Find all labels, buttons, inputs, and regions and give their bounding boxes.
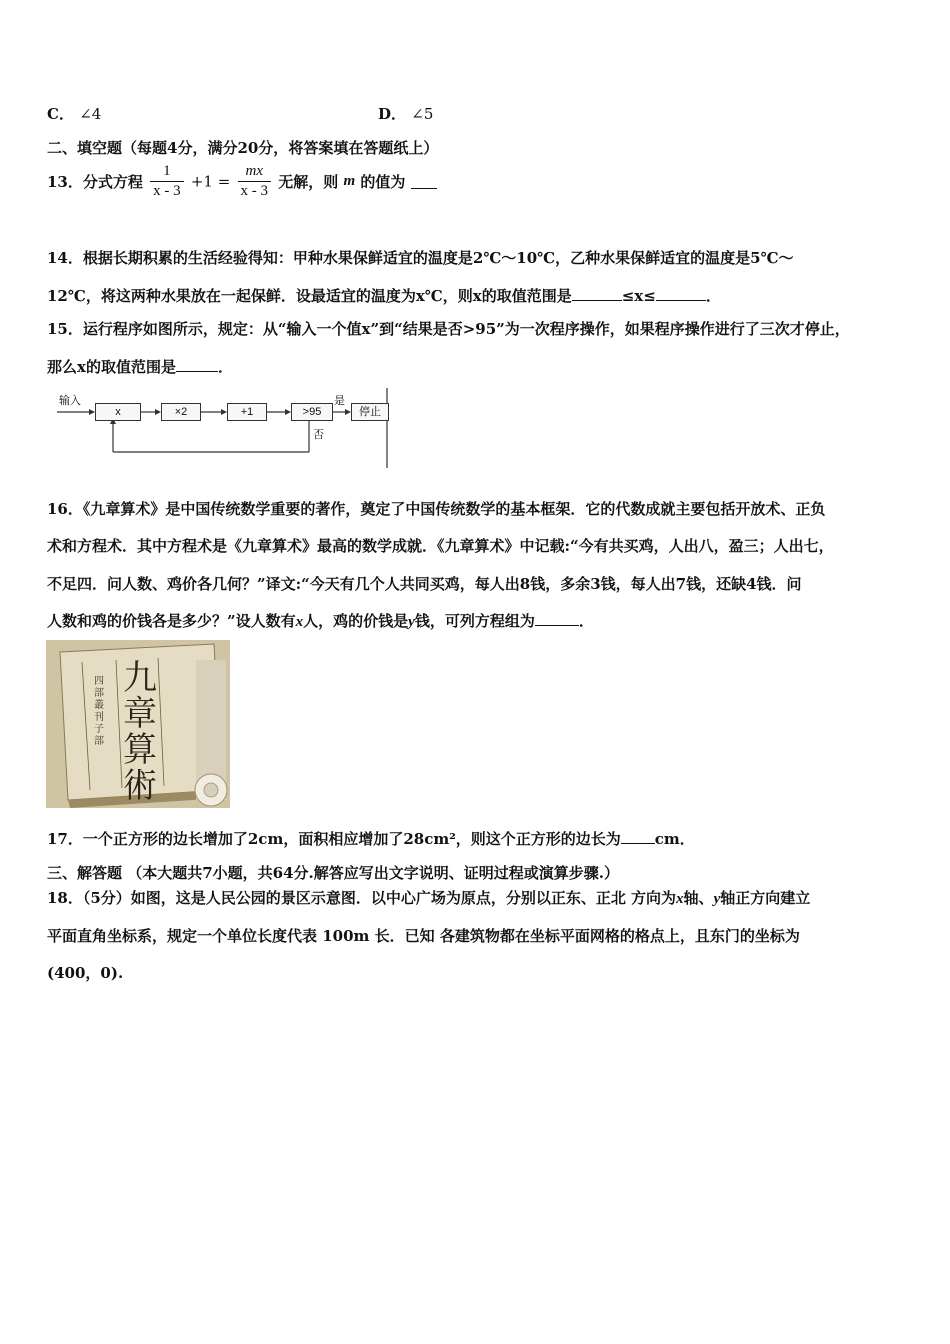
- q14-line-2c: ．: [705, 287, 721, 305]
- q18-line-1a: 18．（5分）如图，这是人民公园的景区示意图．以中心广场为原点，分别以正东、正北 方向为: [47, 889, 677, 907]
- q18-line-2: 平面直角坐标系，规定一个单位长度代表 100m 长．已知 各建筑物都在坐标平面网格的格点上，且东门的坐标为: [47, 927, 800, 945]
- q15-line-2: [47, 356, 233, 377]
- q15-flowchart: [47, 388, 392, 468]
- section3-heading: 三、解答题 （本大题共7小题，共64分.解答应写出文字说明、证明过程或演算步骤.）: [47, 864, 619, 882]
- q16-blank: [535, 611, 579, 626]
- q13-suffix-a: 无解，则: [278, 173, 339, 191]
- q14-blank-2: [656, 286, 706, 301]
- question-13: [47, 162, 437, 201]
- q15-blank: [176, 357, 218, 372]
- q18-var-x: x: [676, 891, 684, 907]
- flow-box-times-2: ×2: [161, 403, 201, 421]
- option-c: [47, 103, 101, 124]
- q13-prefix: 13．分式方程: [47, 173, 143, 191]
- q14-line-2: [47, 285, 721, 306]
- q15-line-1: 15．运行程序如图所示，规定：从“输入一个值x”到“结果是否>95”为一次程序操作，如果程序操作进行了三次才停止，: [47, 320, 850, 338]
- q16-line-4d: ．: [578, 612, 594, 630]
- q16-line-4a: 人数和鸡的价钱各是多少？”设人数有: [47, 612, 296, 630]
- q14-line-1: 14．根据长期积累的生活经验得知：甲种水果保鲜适宜的温度是2℃～10℃，乙种水果保鲜适宜的温度是5℃～: [47, 249, 794, 267]
- q16-var-x: x: [295, 614, 304, 630]
- option-c-label: C．: [47, 105, 74, 123]
- jiuzhang-suanshu-book-image: [46, 640, 230, 808]
- flow-box-stop: 停止: [351, 403, 389, 421]
- flow-no-label: 否: [313, 429, 324, 441]
- q17-blank: [621, 829, 655, 844]
- q16-line-4: [47, 610, 594, 631]
- option-c-value: ∠4: [79, 105, 102, 123]
- flow-box-compare: >95: [291, 403, 333, 421]
- q18-var-y: y: [713, 891, 721, 907]
- option-d-value: ∠5: [411, 105, 434, 123]
- q13-suffix-b: 的值为: [360, 173, 406, 191]
- q14-line-2b: ≤x≤: [621, 287, 656, 305]
- q16-line-4c: 钱，可列方程组为: [414, 612, 535, 630]
- question-17: [47, 828, 695, 849]
- q13-fraction-2: [238, 162, 272, 201]
- q14-blank-1: [572, 286, 622, 301]
- flow-box-x: x: [95, 403, 141, 421]
- option-d-label: D．: [378, 105, 407, 123]
- q13-frac2-numerator: mx: [238, 162, 272, 182]
- q15-line-2b: ．: [217, 358, 233, 376]
- q13-plus-one: +1 =: [190, 172, 231, 191]
- q16-var-y: y: [408, 614, 415, 630]
- flow-yes-label: 是: [334, 395, 345, 407]
- book-title: 九章算術: [123, 658, 157, 806]
- q18-line-3: (400，0).: [47, 964, 124, 982]
- q13-frac1-denominator: x - 3: [153, 183, 181, 199]
- q13-frac1-numerator: 1: [150, 162, 184, 182]
- q13-var-m: m: [343, 173, 356, 189]
- q18-line-1c: 轴正方向建立: [720, 889, 811, 907]
- q16-line-4b: 人，鸡的价钱是: [303, 612, 409, 630]
- q17-text-a: 17．一个正方形的边长增加了2cm，面积相应增加了28cm²，则这个正方形的边长为: [47, 830, 621, 848]
- q18-line-1: [47, 887, 810, 908]
- q17-text-b: cm．: [654, 830, 695, 848]
- q15-line-2a: 那么x的取值范围是: [47, 358, 176, 376]
- q13-fraction-1: [150, 162, 184, 201]
- flow-input-label: 输入: [59, 395, 81, 407]
- q14-line-2a: 12℃，将这两种水果放在一起保鲜．设最适宜的温度为x℃，则x的取值范围是: [47, 287, 572, 305]
- flow-box-plus-1: +1: [227, 403, 267, 421]
- q16-line-1: 16．《九章算术》是中国传统数学重要的著作，奠定了中国传统数学的基本框架．它的代数成就主要包括开放术、正负: [47, 500, 826, 518]
- q16-line-2: 术和方程术．其中方程术是《九章算术》最高的数学成就．《九章算术》中记载:“今有共买鸡，人出八，盈三；人出七，: [47, 537, 834, 555]
- option-d: [378, 103, 433, 124]
- q18-line-1b: 轴、: [683, 889, 714, 907]
- book-side-text: 四部叢刊子部: [94, 676, 104, 747]
- q13-answer-blank: [411, 174, 437, 189]
- section2-heading: 二、填空题（每题4分，满分20分，将答案填在答题纸上）: [47, 139, 439, 157]
- q13-frac2-denominator: x - 3: [240, 183, 269, 199]
- q16-line-3: 不足四．问人数、鸡价各几何？”译文:“今天有几个人共同买鸡，每人出8钱，多余3钱，每人出7钱，还缺4钱．问: [47, 575, 802, 593]
